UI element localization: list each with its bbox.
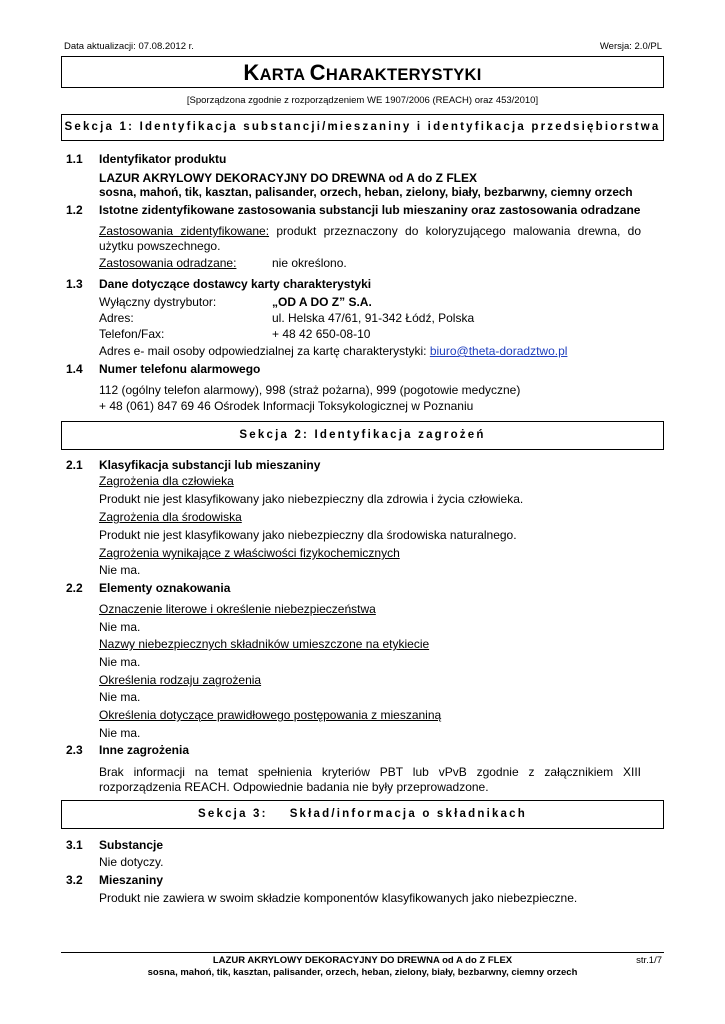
risk-phrases-text: Nie ma. [99, 690, 141, 704]
hazards-env-text: Produkt nie jest klasyfikowany jako niebezpieczny dla środowiska naturalnego. [99, 528, 517, 542]
footer-product-variants: sosna, mahoń, tik, kasztan, palisander, orzech, heban, zielony, biały, bezbarwny, ciemny orzech [147, 967, 578, 978]
emergency-line2: + 48 (061) 847 69 46 Ośrodek Informacji Toksykologicznej w Poznaniu [99, 399, 474, 413]
section2-header [61, 421, 664, 450]
s1-4-heading: Numer telefonu alarmowego [99, 362, 261, 376]
label-symbol-heading: Oznaczenie literowe i określenie niebezpieczeństwa [99, 602, 376, 616]
version-label: Wersja: 2.0/PL [599, 41, 662, 52]
phone-label: Telefon/Fax: [99, 327, 165, 341]
update-date: Data aktualizacji: 07.08.2012 r. [64, 41, 194, 52]
product-name: LAZUR AKRYLOWY DEKORACYJNY DO DREWNA od A do Z FLEX [99, 171, 477, 185]
advised-uses-label: Zastosowania odradzane: [99, 256, 237, 270]
s3-1-number: 3.1 [66, 838, 83, 852]
s3-2-number: 3.2 [66, 873, 83, 887]
phone-value: + 48 42 650-08-10 [272, 327, 371, 341]
identified-uses [99, 224, 641, 254]
footer-product-name: LAZUR AKRYLOWY DEKORACYJNY DO DREWNA od A do Z FLEX [212, 955, 513, 966]
safety-phrases-heading: Określenia dotyczące prawidłowego postępowania z mieszaniną [99, 708, 442, 722]
title-box [61, 56, 664, 88]
s3-1-text: Nie dotyczy. [99, 855, 164, 869]
section3-header [61, 800, 664, 829]
s2-1-number: 2.1 [66, 458, 83, 472]
product-variants: sosna, mahoń, tik, kasztan, palisander, orzech, heban, zielony, biały, bezbarwny, ciemny orzech [99, 185, 633, 199]
section1-title: Sekcja 1: Identyfikacja substancji/mieszaniny i identyfikacja przedsiębiorstwa [64, 121, 661, 133]
identified-uses-value: produkt przeznaczony do koloryzującego malowania drewna, do użytku powszechnego. [99, 224, 641, 253]
address-label: Adres: [99, 311, 134, 325]
address-value: ul. Helska 47/61, 91-342 Łódź, Polska [272, 311, 475, 325]
s2-3-number: 2.3 [66, 743, 83, 757]
s2-1-heading: Klasyfikacja substancji lub mieszaniny [99, 458, 321, 472]
s2-2-heading: Elementy oznakowania [99, 581, 231, 595]
distributor-value: „OD A DO Z” S.A. [272, 295, 372, 309]
document-title: KARTA CHARAKTERYSTYKI [243, 60, 482, 85]
hazards-env-heading: Zagrożenia dla środowiska [99, 510, 242, 524]
identified-uses-label: Zastosowania zidentyfikowane: [99, 224, 270, 238]
regulation-note: [Sporządzona zgodnie z rozporządzeniem WE 1907/2006 (REACH) oraz 453/2010] [186, 95, 539, 106]
hazards-human-text: Produkt nie jest klasyfikowany jako niebezpieczny dla zdrowia i życia człowieka. [99, 492, 524, 506]
footer-rule [61, 952, 664, 953]
email-link[interactable]: biuro@theta-doradztwo.pl [429, 344, 568, 358]
s2-2-number: 2.2 [66, 581, 83, 595]
safety-phrases-text: Nie ma. [99, 726, 141, 740]
hazards-phys-heading: Zagrożenia wynikające z właściwości fizykochemicznych [99, 546, 400, 560]
s3-2-text: Produkt nie zawiera w swoim składzie komponentów klasyfikowanych jako niebezpieczne. [99, 891, 578, 905]
advised-uses-value: nie określono. [272, 256, 347, 270]
s1-3-number: 1.3 [66, 277, 83, 291]
section2-title: Sekcja 2: Identyfikacja zagrożeń [239, 429, 486, 441]
email-line [99, 344, 567, 359]
page-number: str.1/7 [636, 955, 662, 966]
other-hazards-text: Brak informacji na temat spełnienia kryteriów PBT lub vPvB zgodnie z załącznikiem XIII rozporządzenia REACH. Odpowiednie badania nie były przeprowadzone. [99, 765, 641, 794]
section3-title: Sekcja 3: Skład/informacja o składnikach [198, 808, 527, 820]
hazardous-ingredients-text: Nie ma. [99, 655, 141, 669]
s1-1-number: 1.1 [66, 152, 83, 166]
email-label: Adres e- mail osoby odpowiedzialnej za kartę charakterystyki: [99, 344, 430, 358]
s3-1-heading: Substancje [99, 838, 164, 852]
s1-2-number: 1.2 [66, 203, 83, 217]
distributor-label: Wyłączny dystrybutor: [99, 295, 217, 309]
s1-4-number: 1.4 [66, 362, 83, 376]
s1-3-heading: Dane dotyczące dostawcy karty charakterystyki [99, 277, 372, 291]
s1-1-heading: Identyfikator produktu [99, 152, 227, 166]
section1-header [61, 114, 664, 141]
label-symbol-text: Nie ma. [99, 620, 141, 634]
emergency-line1: 112 (ogólny telefon alarmowy), 998 (straż pożarna), 999 (pogotowie medyczne) [99, 383, 521, 397]
s3-2-heading: Mieszaniny [99, 873, 164, 887]
hazards-phys-text: Nie ma. [99, 563, 141, 577]
risk-phrases-heading: Określenia rodzaju zagrożenia [99, 673, 262, 687]
s1-2-heading: Istotne zidentyfikowane zastosowania substancji lub mieszaniny oraz zastosowania odradzane [99, 203, 641, 217]
hazardous-ingredients-heading: Nazwy niebezpiecznych składników umieszczone na etykiecie [99, 637, 430, 651]
s2-3-heading: Inne zagrożenia [99, 743, 190, 757]
hazards-human-heading: Zagrożenia dla człowieka [99, 474, 234, 488]
